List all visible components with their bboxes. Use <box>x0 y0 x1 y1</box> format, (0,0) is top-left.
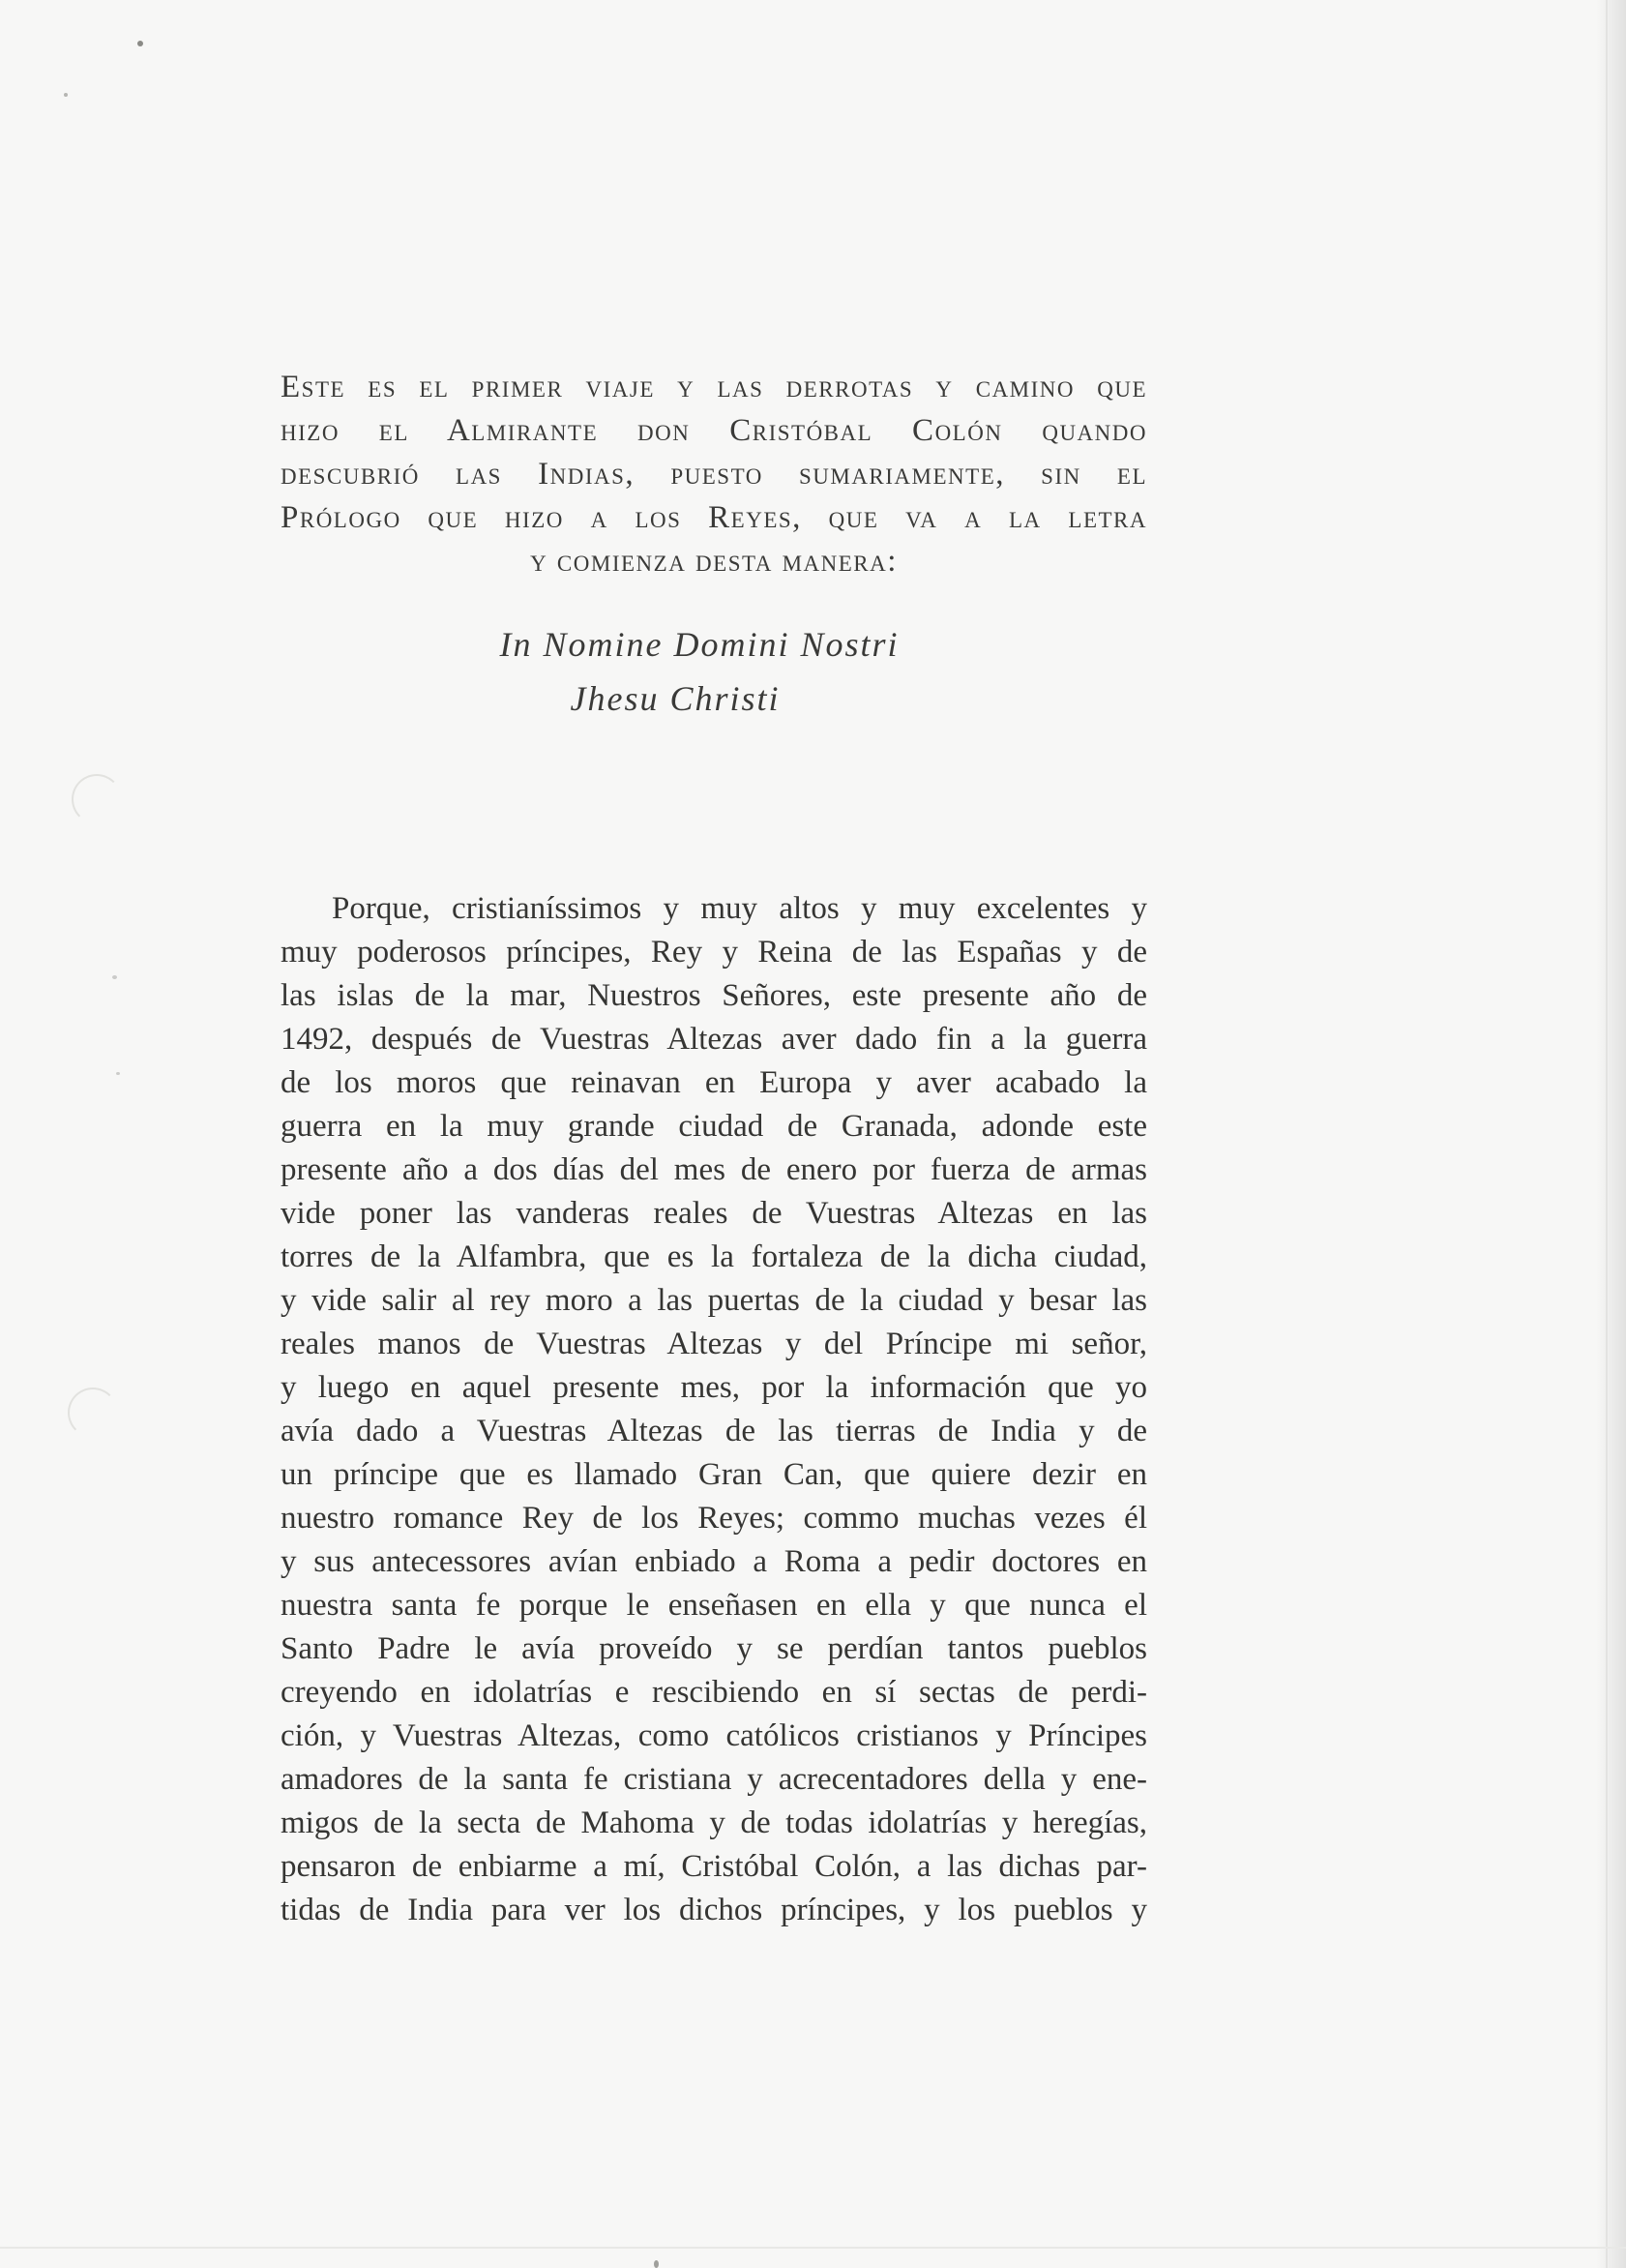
heading-line: Este es el primer viaje y las derrotas y camino que <box>281 370 1147 404</box>
page-bottom-edge <box>0 2247 1626 2249</box>
chapter-heading <box>281 366 1147 583</box>
body-line: Porque, cristianíssimos y muy altos y muy excelentes y <box>332 891 1147 926</box>
binding-hole-mark-top <box>72 774 122 824</box>
body-line: pensaron de enbiarme a mí, Cristóbal Colón, a las dichas par- <box>281 1849 1147 1884</box>
heading-line: hizo el Almirante don Cristóbal Colón quando <box>281 413 1147 448</box>
body-line: torres de la Alfambra, que es la fortaleza de la dicha ciudad, <box>281 1239 1147 1274</box>
heading-line: y comienza desta manera: <box>530 544 898 579</box>
body-line: y sus antecessores avían enbiado a Roma a pedir doctores en <box>281 1544 1147 1579</box>
page-edge-line <box>1606 0 1608 2268</box>
body-line: avía dado a Vuestras Altezas de las tierras de India y de <box>281 1414 1147 1448</box>
body-line: reales manos de Vuestras Altezas y del Príncipe mi señor, <box>281 1327 1147 1361</box>
page-edge-shadow <box>1596 0 1626 2268</box>
body-line: Santo Padre le avía proveído y se perdían tantos pueblos <box>281 1631 1147 1666</box>
body-line: migos de la secta de Mahoma y de todas idolatrías y heregías, <box>281 1805 1147 1840</box>
dust-speck <box>654 2260 659 2268</box>
body-line: y luego en aquel presente mes, por la información que yo <box>281 1370 1147 1405</box>
body-line: nuestro romance Rey de los Reyes; commo muchas vezes él <box>281 1501 1147 1536</box>
dust-speck <box>116 1072 120 1075</box>
body-line: y vide salir al rey moro a las puertas de la ciudad y besar las <box>281 1283 1147 1318</box>
body-line: creyendo en idolatrías e rescibiendo en sí sectas de perdi- <box>281 1675 1147 1710</box>
body-line: 1492, después de Vuestras Altezas aver dado fin a la guerra <box>281 1022 1147 1057</box>
binding-hole-mark-bottom <box>68 1388 118 1438</box>
heading-line: descubrió las Indias, puesto sumariamente, sin el <box>281 457 1147 492</box>
body-line: muy poderosos príncipes, Rey y Reina de las Españas y de <box>281 935 1147 970</box>
body-paragraph <box>281 887 1147 1932</box>
body-line: tidas de India para ver los dichos príncipes, y los pueblos y <box>281 1893 1147 1927</box>
body-line: presente año a dos días del mes de enero por fuerza de armas <box>281 1152 1147 1187</box>
body-line: amadores de la santa fe cristiana y acrecentadores della y ene- <box>281 1762 1147 1797</box>
body-line: de los moros que reinavan en Europa y aver acabado la <box>281 1065 1147 1100</box>
invocation-block <box>281 617 1147 726</box>
body-line: guerra en la muy grande ciudad de Granada, adonde este <box>281 1109 1147 1144</box>
body-line: nuestra santa fe porque le enseñasen en ella y que nunca el <box>281 1588 1147 1623</box>
body-line: ción, y Vuestras Altezas, como católicos cristianos y Príncipes <box>281 1718 1147 1753</box>
body-line: vide poner las vanderas reales de Vuestras Altezas en las <box>281 1196 1147 1231</box>
invocation-line-1: In Nomine Domini Nostri <box>499 625 900 664</box>
dust-speck <box>112 975 117 979</box>
heading-line: Prólogo que hizo a los Reyes, que va a la letra <box>281 500 1147 535</box>
body-line: las islas de la mar, Nuestros Señores, este presente año de <box>281 978 1147 1013</box>
dust-speck <box>64 93 68 97</box>
body-line: un príncipe que es llamado Gran Can, que quiere dezir en <box>281 1457 1147 1492</box>
dust-speck <box>137 41 143 46</box>
invocation-line-2: Jhesu Christi <box>570 679 781 718</box>
